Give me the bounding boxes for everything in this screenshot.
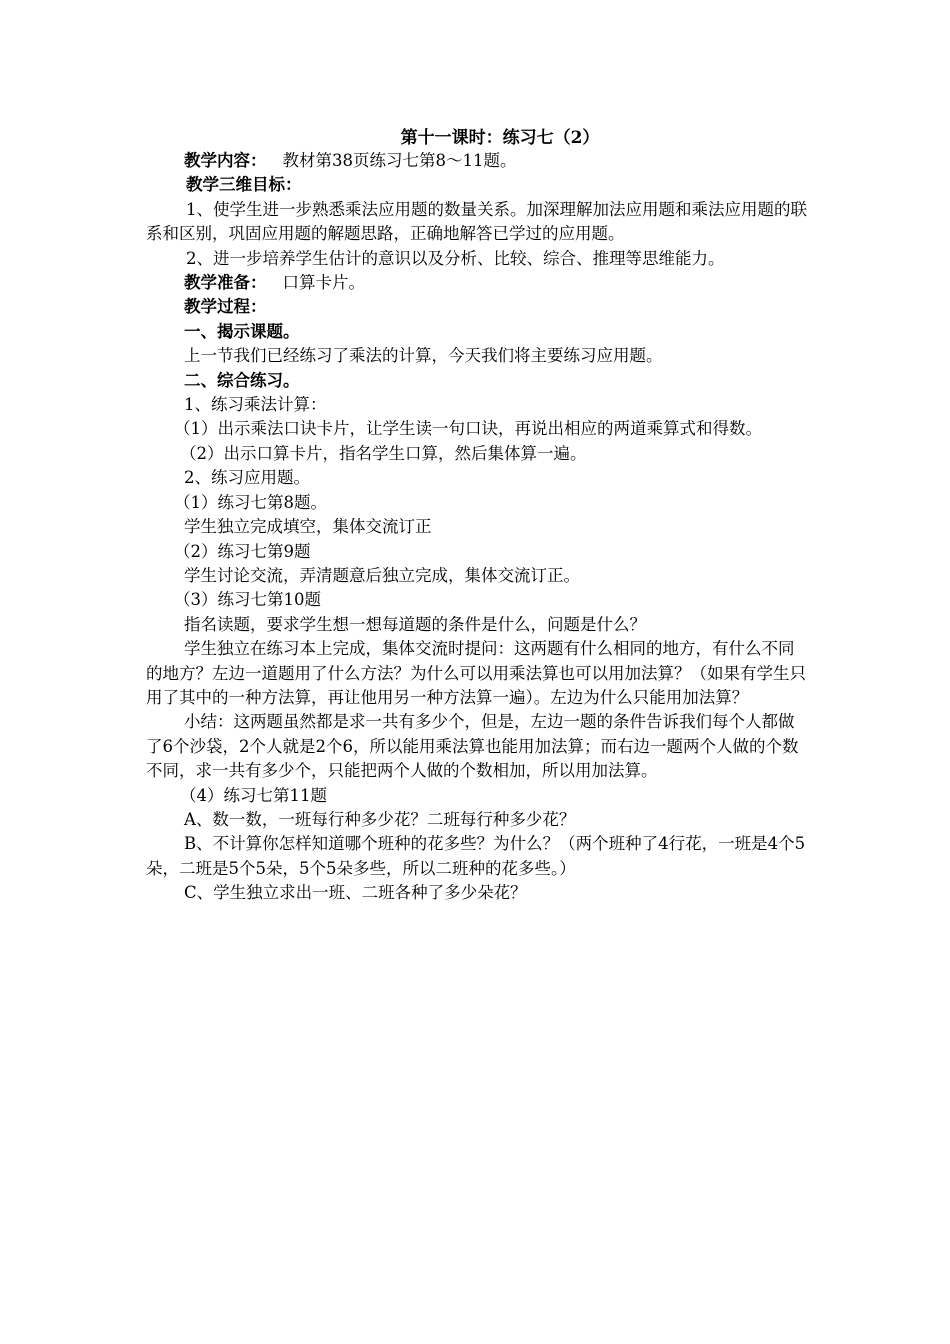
teaching-content-text: 教材第38页练习七第8～11题。 [282, 151, 517, 170]
teaching-prep-text: 口算卡片。 [282, 273, 365, 293]
item-2-3-summary: 小结：这两题虽然都是求一共有多少个，但是，左边一题的条件告诉我们每个人都做了6个沙袋，2个人就是2个6，所以能用乘法算也能用加法算；而右边一题两个人做的个数不同，求一共有多少个，只能把两个人做的个数相加，所以用加法算。 [146, 712, 799, 781]
section-1-heading: 一、揭示课题。 [184, 321, 300, 341]
section-2-heading: 二、综合练习。 [184, 370, 300, 390]
item-2-3-text-1: 指名读题，要求学生想一想每道题的条件是什么，问题是什么？ [184, 614, 646, 634]
item-2-4-a: A、数一数，一班每行种多少花？二班每行种多少花？ [184, 809, 576, 829]
teaching-content [146, 149, 810, 173]
teaching-goal-2: 2、进一步培养学生估计的意识以及分析、比较、综合、推理等思维能力。 [186, 248, 725, 268]
teaching-process-heading: 教学过程： [184, 297, 267, 317]
item-2-4: （4）练习七第11题 [180, 785, 327, 805]
teaching-prep-label: 教学准备： [184, 273, 267, 293]
lesson-title: 第十一课时：练习七（2） [400, 128, 600, 148]
teaching-goals-heading: 教学三维目标： [186, 175, 302, 195]
item-2-2: （2）练习七第9题 [174, 541, 311, 561]
lesson-body [146, 149, 810, 906]
item-1: 1、练习乘法计算： [184, 395, 327, 415]
teaching-prep [146, 271, 810, 295]
item-2-3-text-2: 学生独立在练习本上完成，集体交流时提问：这两题有什么相同的地方，有什么不同的地方？左边一道题用了什么方法？为什么可以用乘法算也可以用加法算？（如果有学生只用了其中的一种方法算，再让他用另一种方法算一遍）。左边为什么只能用加法算？ [146, 639, 806, 707]
item-2-1: （1）练习七第8题。 [174, 492, 327, 512]
item-2-3: （3）练习七第10题 [174, 590, 321, 610]
teaching-content-label: 教学内容： [184, 151, 267, 170]
section-1-text: 上一节我们已经练习了乘法的计算，今天我们将主要练习应用题。 [184, 346, 663, 366]
item-1-1: （1）出示乘法口诀卡片，让学生读一句口诀，再说出相应的两道乘算式和得数。 [174, 419, 762, 439]
item-2-1-text: 学生独立完成填空，集体交流订正 [184, 517, 432, 537]
item-2-2-text: 学生讨论交流，弄清题意后独立完成，集体交流订正。 [184, 565, 580, 585]
item-1-2: （2）出示口算卡片，指名学生口算，然后集体算一遍。 [180, 443, 587, 463]
item-2-4-c: C、学生独立求出一班、二班各种了多少朵花？ [184, 883, 527, 903]
teaching-goal-1: 1、使学生进一步熟悉乘法应用题的数量关系。加深理解加法应用题和乘法应用题的联系和区别，巩固应用题的解题思路，正确地解答已学过的应用题。 [146, 199, 807, 244]
item-2: 2、练习应用题。 [184, 468, 310, 488]
item-2-4-b: B、不计算你怎样知道哪个班种的花多些？为什么？（两个班种了4行花，一班是4个5朵，二班是5个5朵，5个5朵多些，所以二班种的花多些。） [146, 834, 806, 878]
